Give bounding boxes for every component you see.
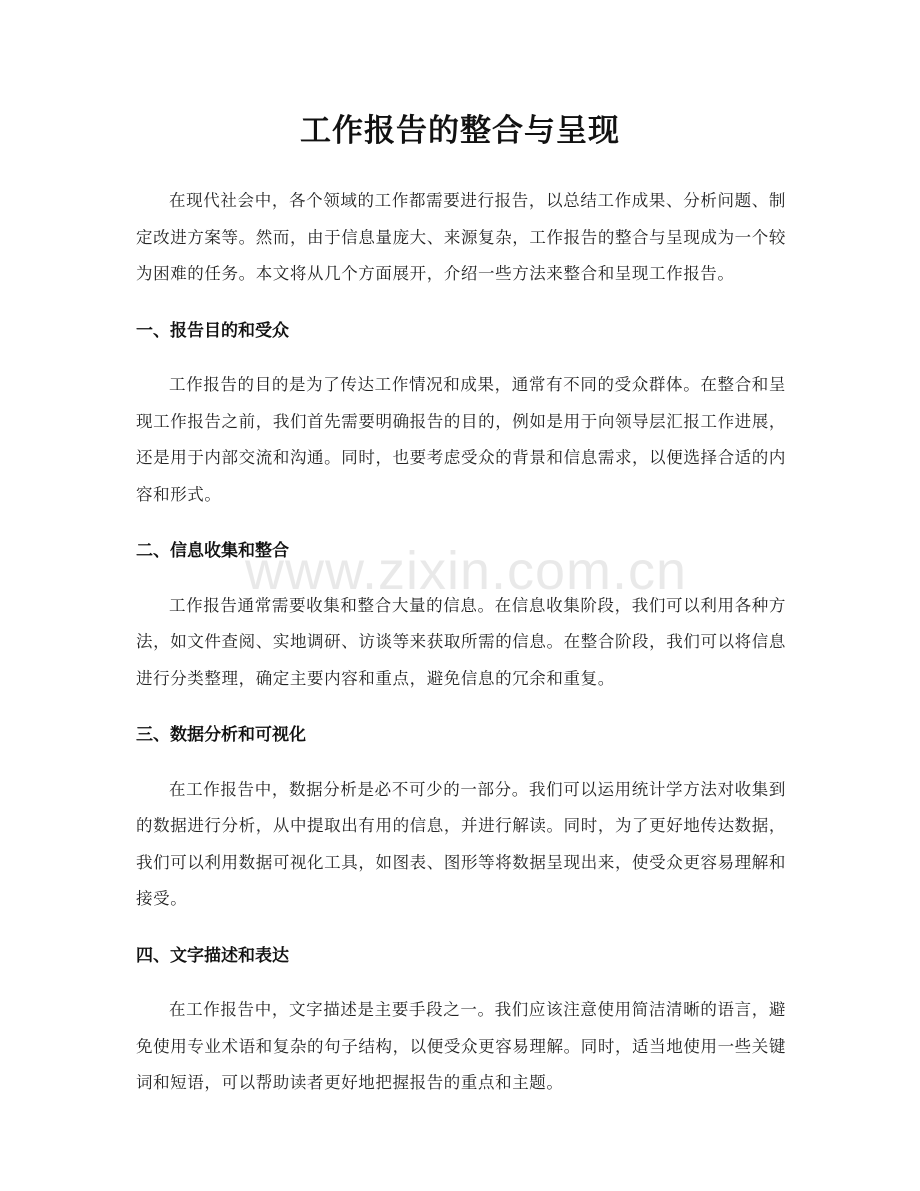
section-body-4: 在工作报告中，文字描述是主要手段之一。我们应该注意使用简洁清晰的语言，避免使用专业术语和复杂的句子结构，以便受众更容易理解。同时，适当地使用一些关键词和短语，可以帮助读者更好地把握报告的重点和主题。 <box>136 1000 786 1092</box>
watermark: www.zixin.com.cn <box>244 541 688 601</box>
document-body <box>136 183 786 1102</box>
document-title: 工作报告的整合与呈现 <box>300 113 620 149</box>
section-body-3: 在工作报告中，数据分析是必不可少的一部分。我们可以运用统计学方法对收集到的数据进行分析，从中提取出有用的信息，并进行解读。同时，为了更好地传达数据，我们可以利用数据可视化工具，如图表、图形等将数据呈现出来，使受众更容易理解和接受。 <box>136 779 786 908</box>
section-body-2: 工作报告通常需要收集和整合大量的信息。在信息收集阶段，我们可以利用各种方法，如文件查阅、实地调研、访谈等来获取所需的信息。在整合阶段，我们可以将信息进行分类整理，确定主要内容和重点，避免信息的冗余和重复。 <box>136 595 786 688</box>
intro-paragraph: 在现代社会中，各个领域的工作都需要进行报告，以总结工作成果、分析问题、制定改进方案等。然而，由于信息量庞大、来源复杂，工作报告的整合与呈现成为一个较为困难的任务。本文将从几个方面展开，介绍一些方法来整合和呈现工作报告。 <box>136 191 786 283</box>
section-heading-4: 四、文字描述和表达 <box>136 945 289 966</box>
section-body-1: 工作报告的目的是为了传达工作情况和成果，通常有不同的受众群体。在整合和呈现工作报告之前，我们首先需要明确报告的目的，例如是用于向领导层汇报工作进展，还是用于内部交流和沟通。同时，也要考虑受众的背景和信息需求，以便选择合适的内容和形式。 <box>136 375 786 504</box>
section-heading-2: 二、信息收集和整合 <box>136 541 289 561</box>
section-heading-3: 三、数据分析和可视化 <box>136 725 306 745</box>
section-heading-1: 一、报告目的和受众 <box>136 320 289 341</box>
